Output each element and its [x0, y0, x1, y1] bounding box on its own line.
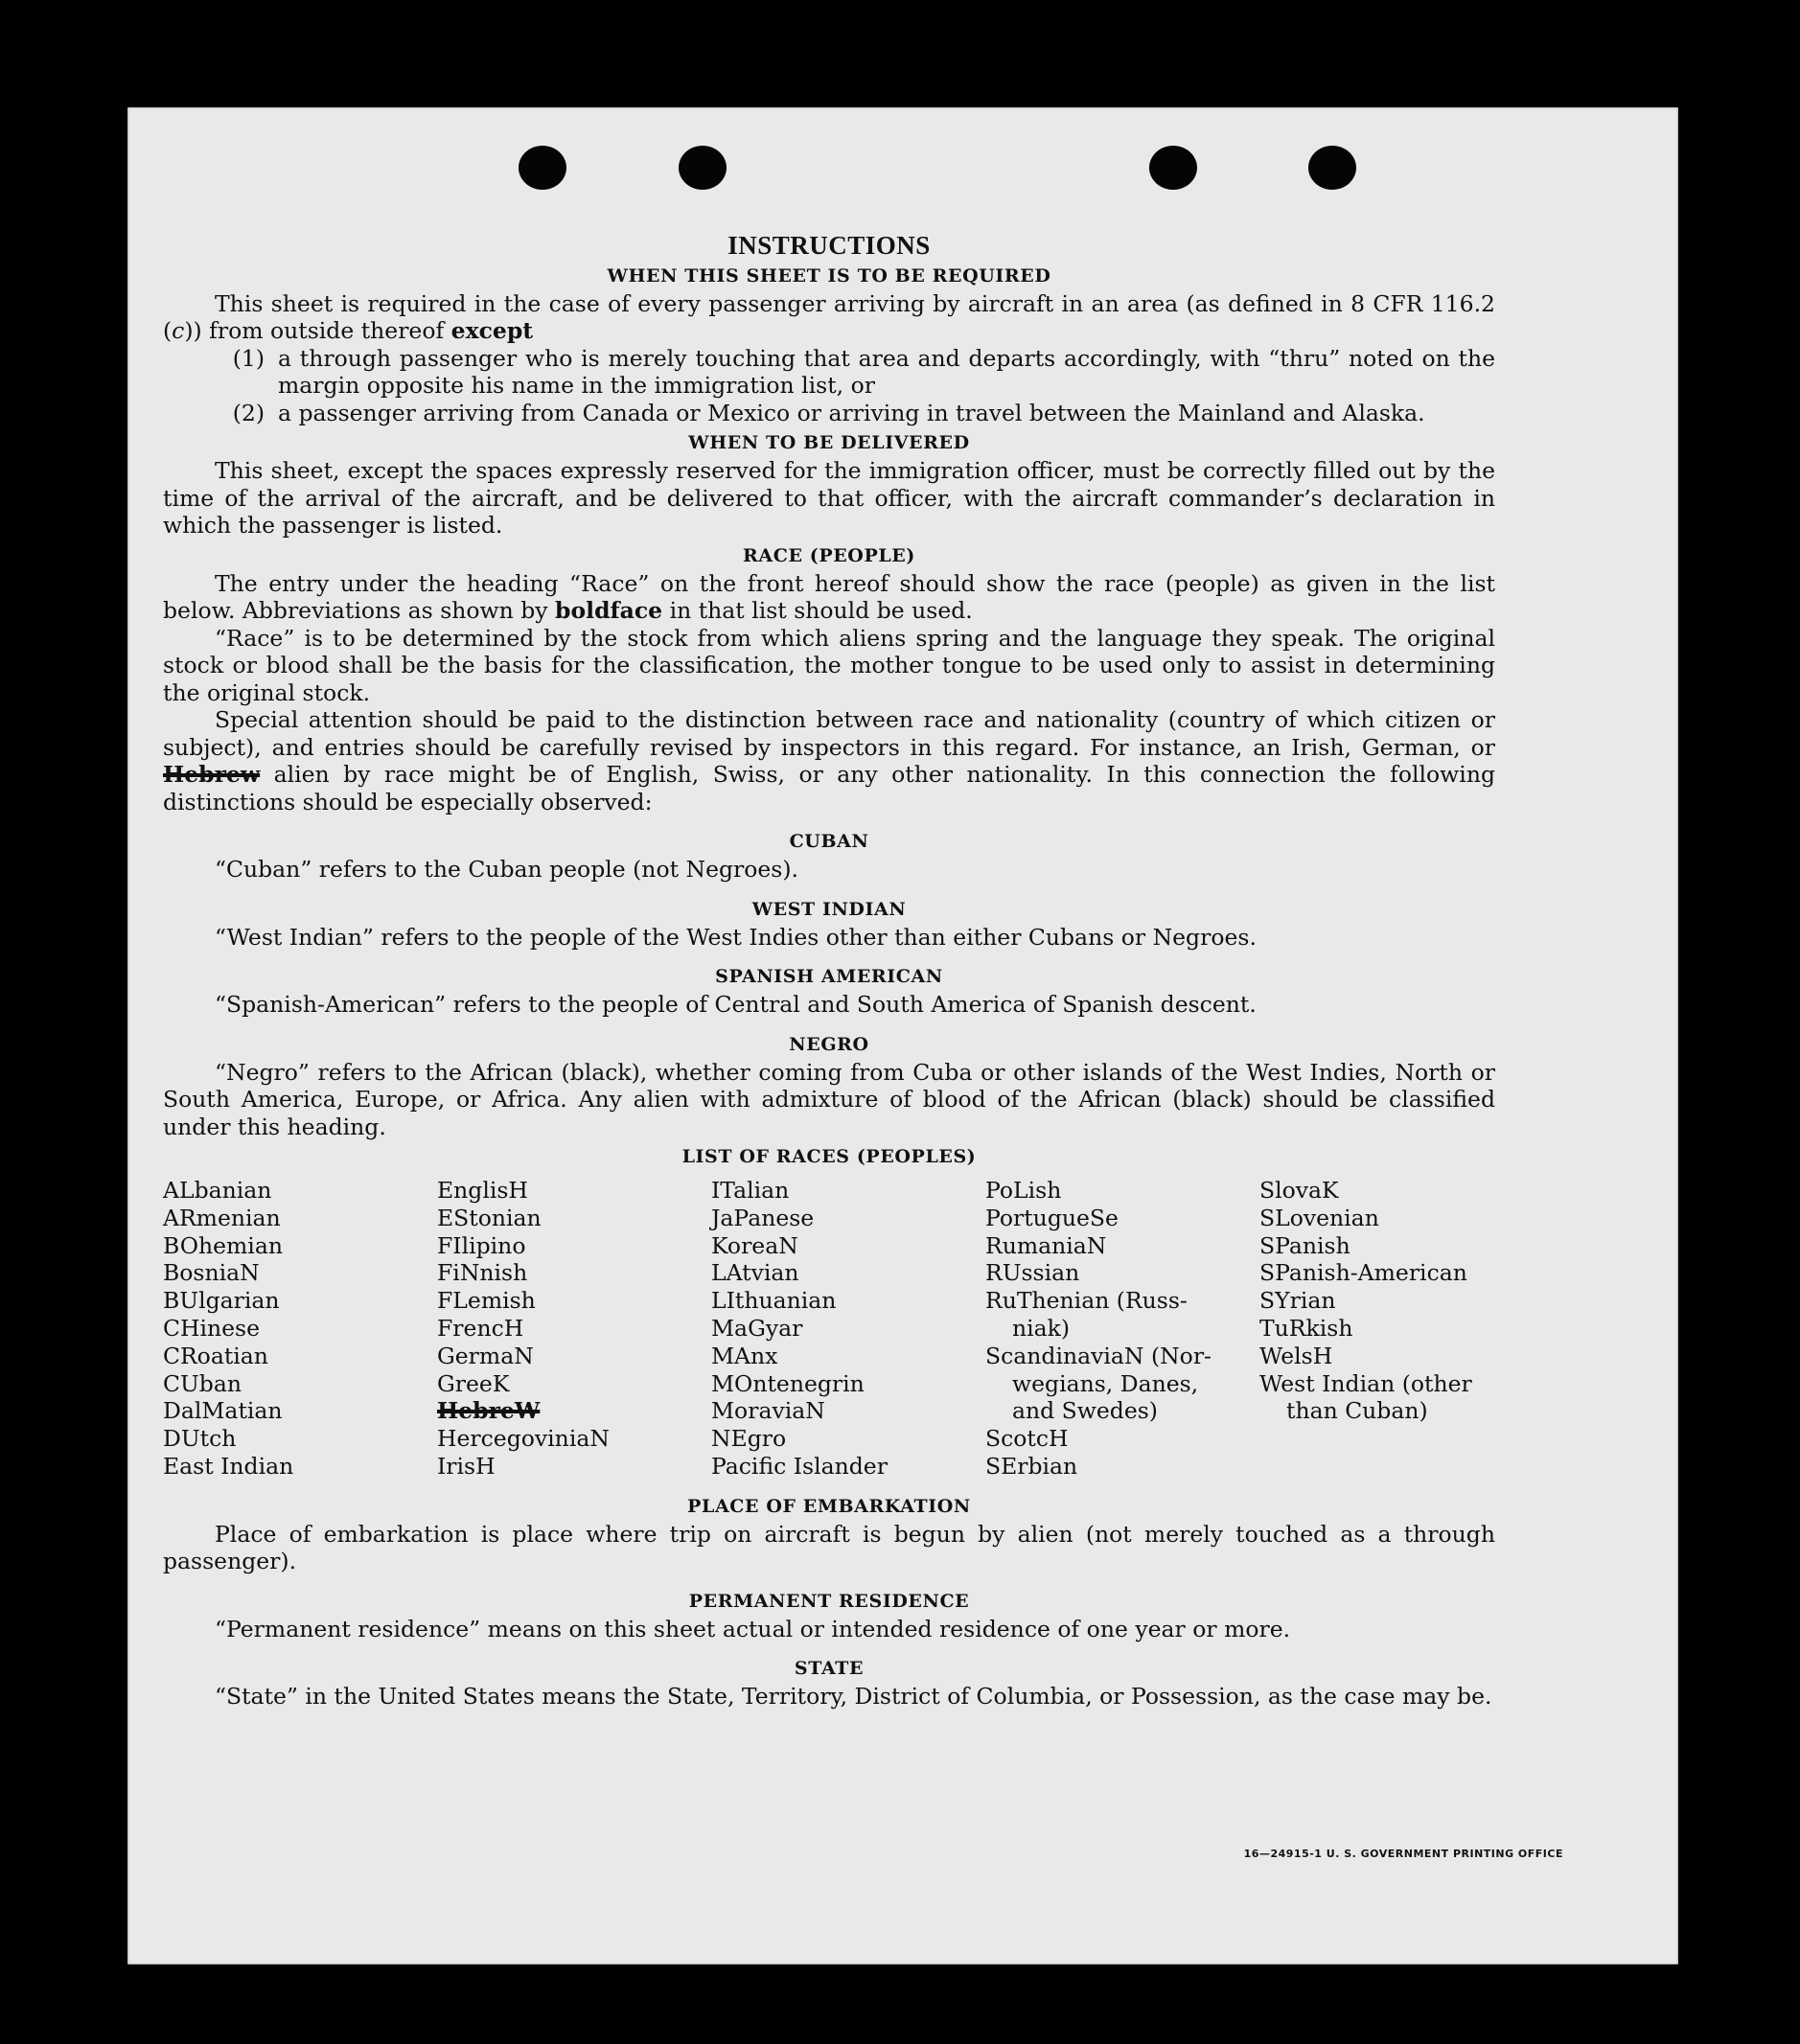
- race-entry: SPanish-American: [1259, 1259, 1467, 1287]
- race-entry: EnglisH: [437, 1177, 528, 1204]
- race-entry: ARmenian: [163, 1204, 281, 1231]
- race-entry: FrencH: [437, 1314, 524, 1342]
- race-entry: PortugueSe: [985, 1204, 1119, 1231]
- race-entry: wegians, Danes,: [1012, 1369, 1199, 1397]
- paragraph: “Race” is to be determined by the stock from which aliens spring and the language they speak. The original stock or blood shall be the basis for the classification, the mother tongue to be used only to assist in determining the original stock.: [163, 624, 1495, 706]
- race-entry: than Cuban): [1286, 1397, 1428, 1425]
- section-heading: LIST OF RACES (PEOPLES): [681, 1146, 977, 1167]
- race-entry: MaGyar: [711, 1314, 803, 1342]
- race-entry: JaPanese: [711, 1204, 815, 1231]
- race-entry: WelsH: [1259, 1342, 1333, 1369]
- list-item: [163, 400, 1495, 427]
- text-run: in that list should be used.: [662, 597, 973, 624]
- race-entry: MOntenegrin: [711, 1369, 865, 1397]
- section-heading: STATE: [794, 1658, 865, 1680]
- paragraph: [163, 290, 1495, 345]
- section-heading: CUBAN: [789, 831, 869, 852]
- punch-hole: [519, 146, 566, 190]
- section-heading: NEGRO: [789, 1033, 869, 1055]
- race-list: [163, 1177, 1495, 1481]
- text-run: This sheet is required in the case of every passenger arriving by aircraft in an area (as defined in 8 CFR 116.2 (: [163, 289, 1495, 344]
- race-entry: SErbian: [985, 1452, 1078, 1480]
- race-entry: RUssian: [985, 1259, 1080, 1287]
- instructions-content: [163, 232, 1495, 1711]
- paragraph: “Permanent residence” means on this sheet actual or intended residence of one year or more.: [215, 1615, 1291, 1642]
- text-run: The entry under the heading “Race” on the front hereof should show the race (people) as given in the list below. Abbreviations as shown by: [163, 569, 1495, 624]
- race-column: [437, 1177, 711, 1481]
- text-run: boldface: [555, 597, 663, 624]
- item-text: a passenger arriving from Canada or Mexico or arriving in travel between the Mainland and Alaska.: [278, 399, 1425, 426]
- race-entry: EStonian: [437, 1204, 542, 1231]
- race-entry: SLovenian: [1259, 1204, 1379, 1231]
- paragraph: Place of embarkation is place where trip on aircraft is begun by alien (not merely touched as a through passenger).: [163, 1520, 1495, 1575]
- race-entry: RumaniaN: [985, 1231, 1107, 1259]
- section-heading: SPANISH AMERICAN: [715, 966, 943, 987]
- race-entry: IrisH: [437, 1452, 496, 1480]
- race-entry: BUlgarian: [163, 1287, 280, 1315]
- race-entry: ScotcH: [985, 1425, 1069, 1453]
- race-entry: GreeK: [437, 1369, 510, 1397]
- race-entry: BosniaN: [163, 1259, 260, 1287]
- race-entry: DUtch: [163, 1425, 237, 1453]
- text-run: c: [172, 317, 185, 344]
- punch-hole: [1308, 146, 1356, 190]
- race-entry: niak): [1012, 1314, 1071, 1342]
- race-entry: West Indian (other: [1259, 1369, 1472, 1397]
- page-title: INSTRUCTIONS: [727, 231, 931, 260]
- text-run: )) from outside thereof: [184, 317, 451, 344]
- section-heading: PERMANENT RESIDENCE: [688, 1590, 970, 1612]
- paragraph: “West Indian” refers to the people of the West Indies other than either Cubans or Negroes.: [215, 923, 1257, 951]
- race-column: [1259, 1177, 1534, 1481]
- race-entry: and Swedes): [1012, 1397, 1158, 1425]
- section-heading: WHEN THIS SHEET IS TO BE REQUIRED: [607, 264, 1051, 287]
- paragraph: “Negro” refers to the African (black), whether coming from Cuba or other islands of the West Indies, North or South America, Europe, or Africa. Any alien with admixture of blood of the African (black) should be classified under this heading.: [163, 1058, 1495, 1140]
- race-entry: BOhemian: [163, 1231, 283, 1259]
- race-column: [711, 1177, 985, 1481]
- race-entry: RuThenian (Russ-: [985, 1287, 1188, 1315]
- paragraph: “Spanish-American” refers to the people of Central and South America of Spanish descent.: [215, 991, 1257, 1018]
- race-entry: PoLish: [985, 1177, 1062, 1204]
- race-entry: LIthuanian: [711, 1287, 837, 1315]
- race-column: [163, 1177, 437, 1481]
- race-entry: GermaN: [437, 1342, 534, 1369]
- race-entry: FiNnish: [437, 1259, 528, 1287]
- section-heading: WEST INDIAN: [751, 898, 907, 920]
- race-entry: ScandinaviaN (Nor-: [985, 1342, 1212, 1369]
- text-run: alien by race might be of English, Swiss, or any other nationality. In this connection the following distinctions should be especially observed:: [163, 761, 1495, 815]
- item-number: (1): [232, 344, 265, 372]
- race-entry: CRoatian: [163, 1342, 268, 1369]
- item-text: a through passenger who is merely touching that area and departs accordingly, with “thru” noted on the margin opposite his name in the immigration list, or: [278, 344, 1495, 399]
- race-entry: SlovaK: [1259, 1177, 1339, 1204]
- document-sheet: [127, 107, 1678, 1964]
- punch-hole: [1149, 146, 1197, 190]
- paragraph: “Cuban” refers to the Cuban people (not Negroes).: [215, 856, 799, 883]
- race-entry: HebreW: [437, 1397, 541, 1425]
- race-entry: ALbanian: [163, 1177, 272, 1204]
- race-entry: DalMatian: [163, 1397, 283, 1425]
- race-entry: East Indian: [163, 1452, 294, 1480]
- race-entry: MAnx: [711, 1342, 778, 1369]
- text-run: except: [450, 317, 534, 344]
- paragraph: This sheet, except the spaces expressly reserved for the immigration officer, must be correctly filled out by the time of the arrival of the aircraft, and be delivered to that officer, with the aircraft commander’s declaration in which the passenger is listed.: [163, 457, 1495, 539]
- list-item: [163, 345, 1495, 400]
- section-heading: WHEN TO BE DELIVERED: [688, 432, 970, 453]
- race-column: [985, 1177, 1259, 1481]
- race-entry: SPanish: [1259, 1231, 1350, 1259]
- item-number: (2): [232, 399, 265, 426]
- paragraph: [163, 706, 1495, 815]
- printer-imprint: 16—24915-1 U. S. GOVERNMENT PRINTING OFFICE: [1243, 1848, 1563, 1860]
- race-entry: FLemish: [437, 1287, 536, 1315]
- race-entry: LAtvian: [711, 1259, 799, 1287]
- section-heading: RACE (PEOPLE): [743, 544, 915, 566]
- race-entry: SYrian: [1259, 1287, 1336, 1315]
- race-entry: Pacific Islander: [711, 1452, 888, 1480]
- section-heading: PLACE OF EMBARKATION: [687, 1495, 971, 1517]
- text-run: Special attention should be paid to the distinction between race and nationality (country of which citizen or subject), and entries should be carefully revised by inspectors in this regard. For instance, an Irish, German, or: [163, 706, 1495, 761]
- paragraph: [163, 570, 1495, 625]
- paragraph: “State” in the United States means the State, Territory, District of Columbia, or Possession, as the case may be.: [215, 1683, 1492, 1711]
- punch-hole: [679, 146, 727, 190]
- race-entry: NEgro: [711, 1425, 787, 1453]
- struck-word: Hebrew: [163, 761, 261, 788]
- race-entry: HercegoviniaN: [437, 1425, 610, 1453]
- race-entry: TuRkish: [1259, 1314, 1353, 1342]
- race-entry: FIlipino: [437, 1231, 526, 1259]
- race-entry: KoreaN: [711, 1231, 798, 1259]
- race-entry: ITalian: [711, 1177, 790, 1204]
- race-entry: CUban: [163, 1369, 242, 1397]
- race-entry: CHinese: [163, 1314, 260, 1342]
- race-entry: MoraviaN: [711, 1397, 825, 1425]
